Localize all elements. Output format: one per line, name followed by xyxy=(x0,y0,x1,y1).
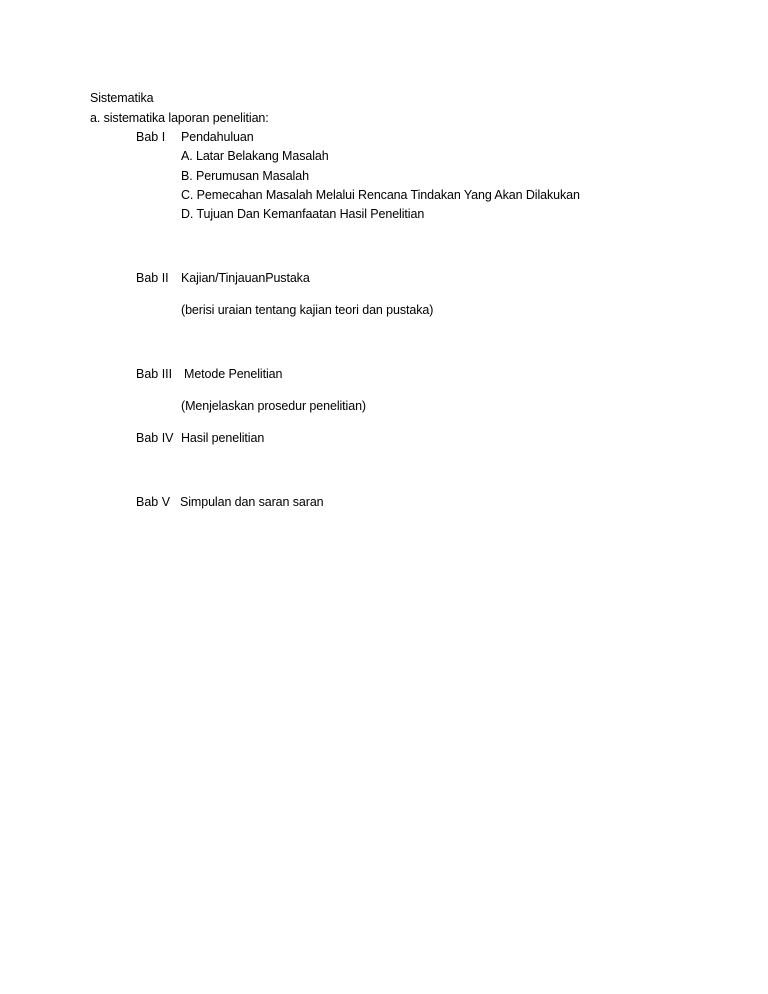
chapter-5-title: Simpulan dan saran saran xyxy=(180,495,324,509)
chapter-1-item-d: D. Tujuan Dan Kemanfaatan Hasil Penelitian xyxy=(181,207,425,221)
document-subheading: a. sistematika laporan penelitian: xyxy=(90,111,269,125)
chapter-1-item-b: B. Perumusan Masalah xyxy=(181,169,309,183)
document-heading: Sistematika xyxy=(90,91,154,105)
chapter-3-label: Bab III xyxy=(136,367,173,381)
chapter-1-title: Pendahuluan xyxy=(181,130,254,144)
chapter-1-item-a: A. Latar Belakang Masalah xyxy=(181,149,329,163)
chapter-2-title: Kajian/TinjauanPustaka xyxy=(181,271,310,285)
chapter-2-label: Bab II xyxy=(136,271,169,285)
chapter-3-title: Metode Penelitian xyxy=(184,367,283,381)
chapter-1-item-c: C. Pemecahan Masalah Melalui Rencana Tindakan Yang Akan Dilakukan xyxy=(181,188,580,202)
chapter-1-label: Bab I xyxy=(136,130,166,144)
chapter-4-title: Hasil penelitian xyxy=(181,431,265,445)
chapter-3-note: (Menjelaskan prosedur penelitian) xyxy=(181,399,366,413)
chapter-4-label: Bab IV xyxy=(136,431,174,445)
chapter-2-note: (berisi uraian tentang kajian teori dan pustaka) xyxy=(181,303,434,317)
chapter-5-label: Bab V xyxy=(136,495,171,509)
